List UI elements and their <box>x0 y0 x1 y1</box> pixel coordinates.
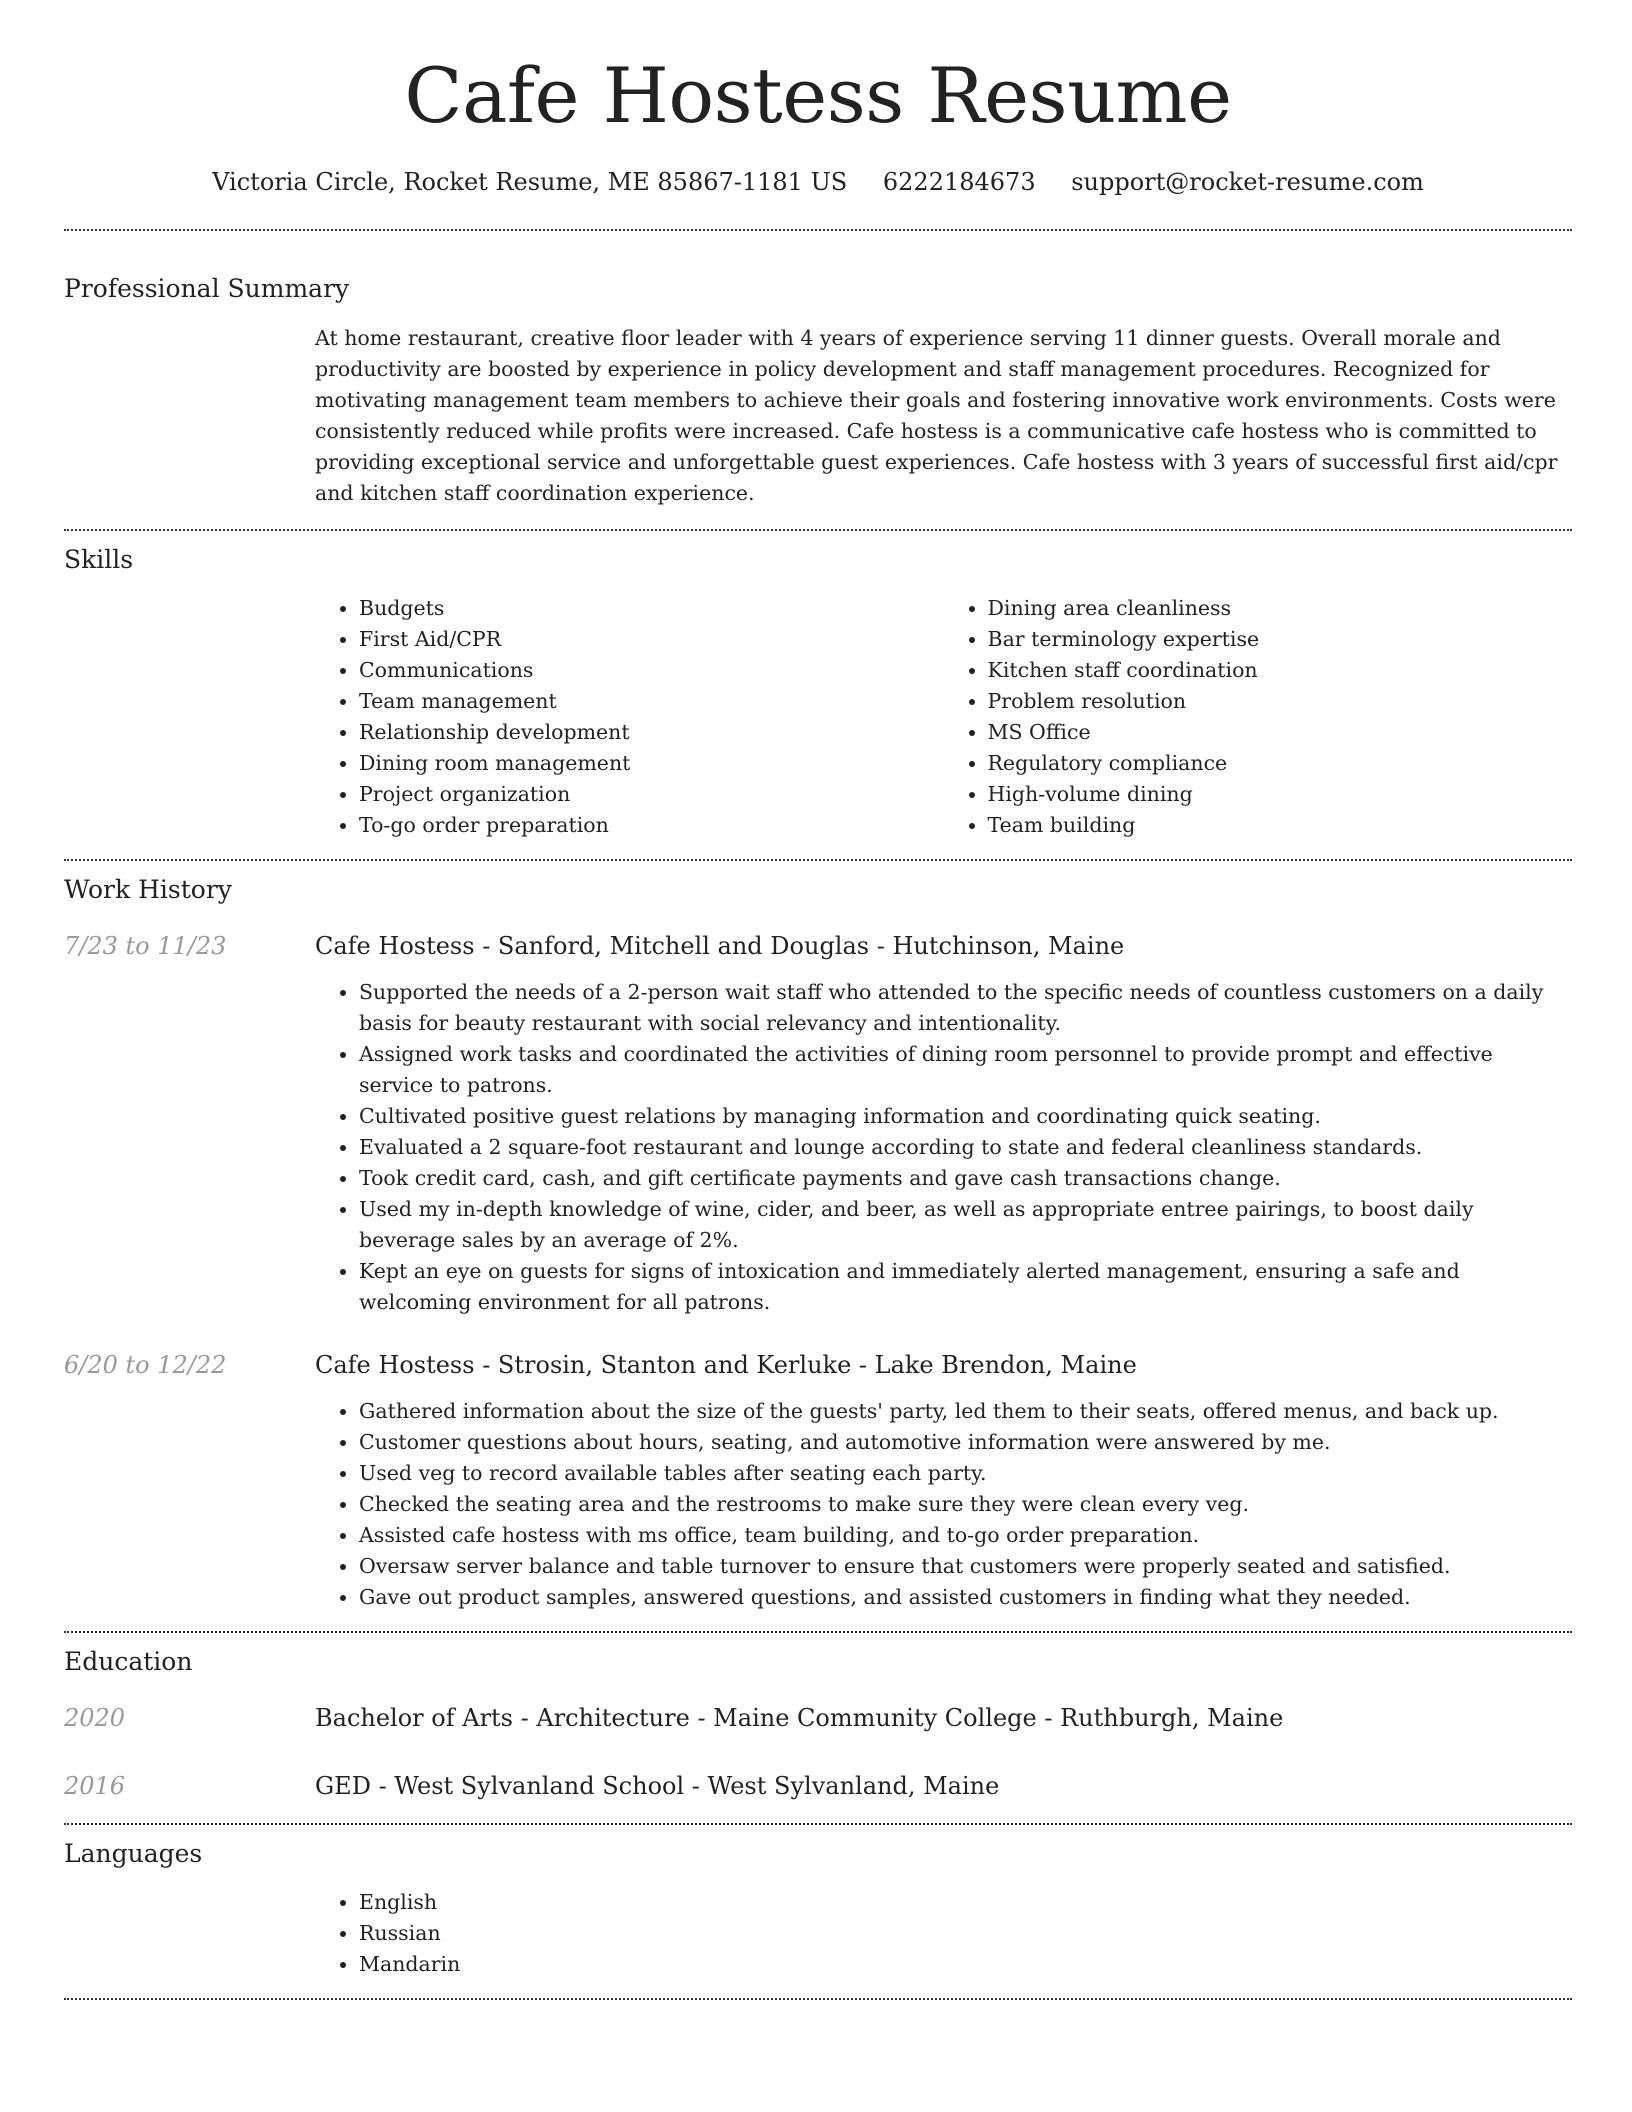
skill-item: • Dining room management <box>359 748 944 779</box>
job-entry-header <box>64 929 1572 963</box>
job-bullet: • Oversaw server balance and table turnover to ensure that customers were properly seated and satisfied. <box>359 1551 1572 1582</box>
section-heading-languages: Languages <box>64 1839 203 1868</box>
job-details <box>315 977 1572 1318</box>
education-entry <box>64 1701 1572 1735</box>
language-item: • English <box>359 1887 1572 1918</box>
skill-item: • Budgets <box>359 593 944 624</box>
job-bullet: • Assigned work tasks and coordinated the activities of dining room personnel to provide prompt and effective service to patrons. <box>359 1039 1572 1101</box>
contact-email: support@rocket-resume.com <box>1071 168 1424 196</box>
skill-item: • MS Office <box>988 717 1573 748</box>
job-bullet: • Evaluated a 2 square-foot restaurant and lounge according to state and federal cleanliness standards. <box>359 1132 1572 1163</box>
divider <box>64 229 1572 231</box>
skill-item: • Bar terminology expertise <box>988 624 1573 655</box>
job-bullet: • Gathered information about the size of the guests' party, led them to their seats, offered menus, and back up. <box>359 1396 1572 1427</box>
divider <box>64 1823 1572 1825</box>
skill-item: • Team management <box>359 686 944 717</box>
skill-item: • Dining area cleanliness <box>988 593 1573 624</box>
divider <box>64 529 1572 531</box>
contact-phone: 6222184673 <box>882 168 1036 196</box>
skills-column-right <box>944 593 1573 841</box>
resume-title: Cafe Hostess Resume <box>404 51 1232 140</box>
skills-column-left <box>315 593 944 841</box>
skill-item: • First Aid/CPR <box>359 624 944 655</box>
summary-body <box>315 323 1572 509</box>
summary-text: At home restaurant, creative floor leader with 4 years of experience serving 11 dinner guests. Overall morale and productivity are boosted by experience in policy development and staff management procedures. Recognized for motivating management team members to achieve their goals and fostering innovative work environments. Costs were consistently reduced while profits were increased. Cafe hostess is a communicative cafe hostess who is committed to providing exceptional service and unforgettable guest experiences. Cafe hostess with 3 years of successful first aid/cpr and kitchen staff coordination experience. <box>315 326 1558 505</box>
skill-item: • High-volume dining <box>988 779 1573 810</box>
divider <box>64 1631 1572 1633</box>
job-entry-header <box>64 1348 1572 1382</box>
job-bullets <box>315 1396 1572 1613</box>
education-entry <box>64 1769 1572 1803</box>
skill-item: • Communications <box>359 655 944 686</box>
job-details <box>315 1396 1572 1613</box>
education-degree: Bachelor of Arts - Architecture - Maine Community College - Ruthburgh, Maine <box>315 1704 1284 1732</box>
language-item: • Russian <box>359 1918 1572 1949</box>
job-bullet: • Assisted cafe hostess with ms office, team building, and to-go order preparation. <box>359 1520 1572 1551</box>
job-bullet: • Used my in-depth knowledge of wine, cider, and beer, as well as appropriate entree pairings, to boost daily beverage sales by an average of 2%. <box>359 1194 1572 1256</box>
job-title: Cafe Hostess - Strosin, Stanton and Kerluke - Lake Brendon, Maine <box>315 1351 1137 1379</box>
resume-page <box>64 0 1572 2000</box>
skill-item: • Team building <box>988 810 1573 841</box>
education-year: 2020 <box>64 1704 126 1732</box>
divider <box>64 859 1572 861</box>
language-bullets <box>315 1887 1572 1980</box>
section-heading-work: Work History <box>64 875 232 904</box>
section-heading-summary: Professional Summary <box>64 274 350 303</box>
job-bullet: • Used veg to record available tables after seating each party. <box>359 1458 1572 1489</box>
job-bullet: • Kept an eye on guests for signs of intoxication and immediately alerted management, ensuring a safe and welcoming environment for all patrons. <box>359 1256 1572 1318</box>
job-bullet: • Checked the seating area and the restrooms to make sure they were clean every veg. <box>359 1489 1572 1520</box>
section-heading-education: Education <box>64 1647 193 1676</box>
contact-line <box>64 166 1572 198</box>
skill-item: • Relationship development <box>359 717 944 748</box>
job-dates: 7/23 to 11/23 <box>64 932 227 960</box>
job-dates: 6/20 to 12/22 <box>64 1351 227 1379</box>
job-bullet: • Supported the needs of a 2-person wait staff who attended to the specific needs of countless customers on a daily basis for beauty restaurant with social relevancy and intentionality. <box>359 977 1572 1039</box>
skills-list <box>315 593 1572 841</box>
skill-item: • Regulatory compliance <box>988 748 1573 779</box>
education-year: 2016 <box>64 1772 126 1800</box>
skill-item: • Project organization <box>359 779 944 810</box>
job-bullet: • Cultivated positive guest relations by managing information and coordinating quick seating. <box>359 1101 1572 1132</box>
skill-item: • Kitchen staff coordination <box>988 655 1573 686</box>
job-title: Cafe Hostess - Sanford, Mitchell and Douglas - Hutchinson, Maine <box>315 932 1125 960</box>
divider <box>64 1998 1572 2000</box>
section-heading-skills: Skills <box>64 545 134 574</box>
skill-item: • To-go order preparation <box>359 810 944 841</box>
contact-address: Victoria Circle, Rocket Resume, ME 85867-1181 US <box>212 168 848 196</box>
languages-list <box>315 1887 1572 1980</box>
education-degree: GED - West Sylvanland School - West Sylvanland, Maine <box>315 1772 1000 1800</box>
job-bullet: • Took credit card, cash, and gift certificate payments and gave cash transactions change. <box>359 1163 1572 1194</box>
job-bullet: • Gave out product samples, answered questions, and assisted customers in finding what they needed. <box>359 1582 1572 1613</box>
job-bullets <box>315 977 1572 1318</box>
job-bullet: • Customer questions about hours, seating, and automotive information were answered by me. <box>359 1427 1572 1458</box>
skill-item: • Problem resolution <box>988 686 1573 717</box>
language-item: • Mandarin <box>359 1949 1572 1980</box>
